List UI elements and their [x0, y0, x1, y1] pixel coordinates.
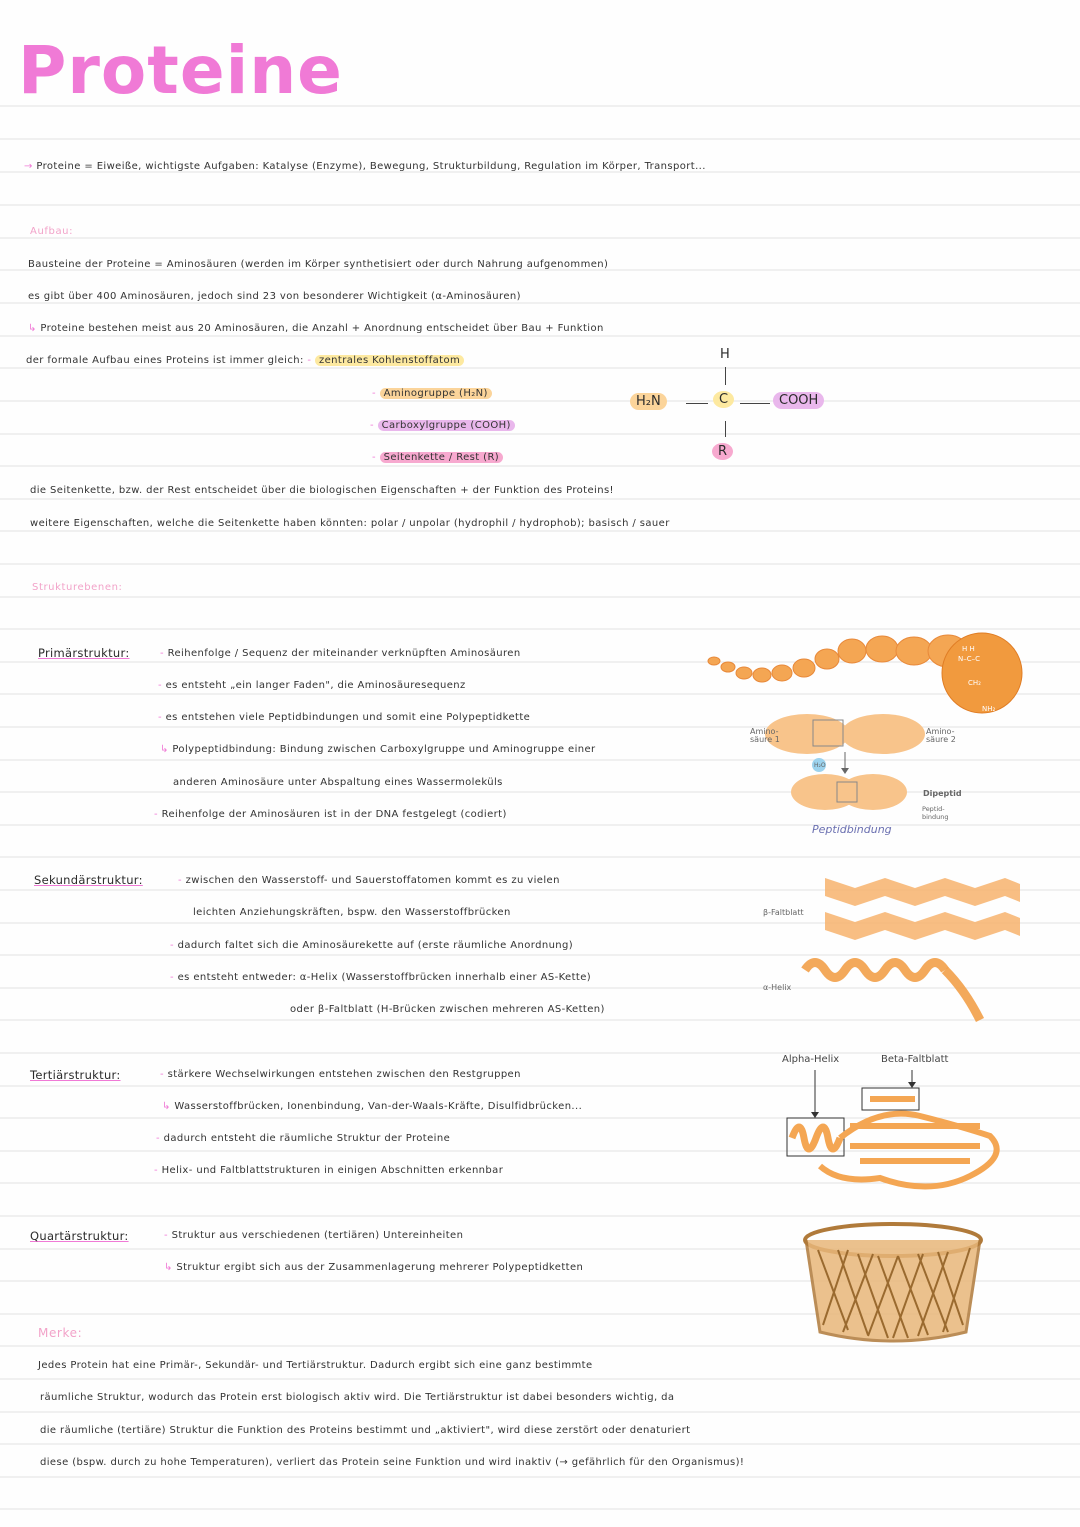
primaer-line-5: anderen Aminosäure unter Abspaltung eines Wassermoleküls: [173, 777, 503, 788]
formula-h: H: [720, 347, 730, 362]
secondary-structure-figure: [795, 870, 1025, 1025]
tertiaer-heading: Tertiärstruktur:: [30, 1068, 121, 1082]
primaer-line-3-row: - es entstehen viele Peptidbindungen und somit eine Polypeptidkette: [158, 712, 531, 723]
formula-carbon: C: [713, 391, 734, 408]
merke-line-4: diese (bspw. durch zu hohe Temperaturen), verliert das Protein seine Funktion und wird inaktiv (→ gefährlich für den Organismus)!: [40, 1457, 745, 1468]
beta-sheet-figure-label: Beta-Faltblatt: [881, 1054, 949, 1065]
part-rest-row: - Seitenkette / Rest (R): [372, 452, 503, 463]
svg-text:CH₂: CH₂: [968, 679, 981, 687]
sekundaer-line-3: dadurch faltet sich die Aminosäurekette auf (erste räumliche Anordnung): [177, 940, 574, 951]
quartaer-line-1: Struktur aus verschiedenen (tertiären) Untereinheiten: [171, 1230, 464, 1241]
merke-line-1: Jedes Protein hat eine Primär-, Sekundär- und Tertiärstruktur. Dadurch ergibt sich eine ganz bestimmte: [38, 1360, 593, 1371]
quartaer-line-2: Struktur ergibt sich aus der Zusammenlagerung mehrerer Polypeptidketten: [176, 1262, 584, 1273]
tertiaer-line-1-row: - stärkere Wechselwirkungen entstehen zwischen den Restgruppen: [160, 1069, 521, 1080]
quartaer-line-1-row: - Struktur aus verschiedenen (tertiären) Untereinheiten: [164, 1230, 464, 1241]
tertiaer-line-1: stärkere Wechselwirkungen entstehen zwischen den Restgruppen: [167, 1069, 521, 1080]
primaer-line-6: Reihenfolge der Aminosäuren ist in der DNA festgelegt (codiert): [161, 809, 507, 820]
aufbau-line-5: die Seitenkette, bzw. der Rest entscheidet über die biologischen Eigenschaften + der Funktion des Proteins!: [30, 485, 614, 496]
svg-text:N–C–C: N–C–C: [958, 655, 981, 663]
primaer-line-4-row: ↳ Polypeptidbindung: Bindung zwischen Carboxylgruppe und Aminogruppe einer: [160, 744, 596, 755]
formula-carboxyl: COOH: [773, 392, 824, 409]
part-amino-row: - Aminogruppe (H₂N): [372, 388, 492, 399]
tertiaer-line-4: Helix- und Faltblattstrukturen in einigen Abschnitten erkennbar: [161, 1165, 504, 1176]
amino-acid-2-label: Amino-säure 2: [926, 727, 956, 744]
sekundaer-line-1-row: - zwischen den Wasserstoff- und Sauerstoffatomen kommt es zu vielen: [178, 875, 560, 886]
formula-amine: H₂N: [630, 393, 667, 410]
alpha-helix-label: α-Helix: [763, 983, 792, 992]
aufbau-line-3: Proteine bestehen meist aus 20 Aminosäuren, die Anzahl + Anordnung entscheidet über Bau + Funktion: [40, 323, 604, 334]
arrow-hook-icon: ↳: [28, 323, 41, 334]
tertiaer-line-2: Wasserstoffbrücken, Ionenbindung, Van-der-Waals-Kräfte, Disulfidbrücken...: [174, 1101, 583, 1112]
alpha-helix-figure-label: Alpha-Helix: [782, 1054, 840, 1065]
part-carboxyl-group: Carboxylgruppe (COOH): [378, 420, 515, 431]
merke-line-3: die räumliche (tertiäre) Struktur die Funktion des Proteins bestimmt und „aktiviert", wird diese zerstört oder denaturiert: [40, 1425, 691, 1436]
sekundaer-line-4-row: - es entsteht entweder: α-Helix (Wasserstoffbrücken innerhalb einer AS-Kette): [170, 972, 592, 983]
tertiary-structure-figure: [780, 1066, 1010, 1196]
tertiaer-line-2-row: ↳ Wasserstoffbrücken, Ionenbindung, Van-der-Waals-Kräfte, Disulfidbrücken...: [162, 1101, 583, 1112]
formula-r: R: [712, 443, 733, 460]
primaer-line-2: es entsteht „ein langer Faden", die Aminosäuresequenz: [165, 680, 466, 691]
aufbau-line-4-row: der formale Aufbau eines Proteins ist immer gleich: - zentrales Kohlenstoffatom: [26, 355, 464, 366]
part-amino-group: Aminogruppe (H₂N): [380, 388, 492, 399]
aufbau-line-6: weitere Eigenschaften, welche die Seitenkette haben könnten: polar / unpolar (hydrophil / hydrophob); basisch / sauer: [30, 518, 670, 529]
intro-line: [24, 161, 706, 172]
aufbau-line-3-row: [28, 323, 604, 334]
sekundaer-line-3-row: - dadurch faltet sich die Aminosäurekette auf (erste räumliche Anordnung): [170, 940, 574, 951]
peptide-bond-small-label: Peptid-bindung: [922, 805, 949, 821]
peptide-bond-caption: Peptidbindung: [812, 823, 892, 836]
amino-acid-formula: [620, 345, 840, 465]
part-side-chain: Seitenkette / Rest (R): [380, 452, 504, 463]
svg-text:NH₂: NH₂: [982, 705, 996, 713]
tertiaer-line-3-row: - dadurch entsteht die räumliche Struktur der Proteine: [156, 1133, 451, 1144]
primaer-line-3: es entstehen viele Peptidbindungen und somit eine Polypeptidkette: [165, 712, 531, 723]
sekundaer-line-2: leichten Anziehungskräften, bspw. den Wasserstoffbrücken: [193, 907, 511, 918]
aufbau-line-1: Bausteine der Proteine = Aminosäuren (werden im Körper synthetisiert oder durch Nahrung aufgenommen): [28, 259, 609, 270]
primaer-line-1: Reihenfolge / Sequenz der miteinander verknüpften Aminosäuren: [167, 648, 521, 659]
aufbau-heading: Aufbau:: [30, 226, 74, 237]
amino-acid-1-label: Amino-säure 1: [750, 727, 780, 744]
sekundaer-line-1: zwischen den Wasserstoff- und Sauerstoffatomen kommt es zu vielen: [185, 875, 560, 886]
sekundaer-line-4: es entsteht entweder: α-Helix (Wasserstoffbrücken innerhalb einer AS-Kette): [177, 972, 592, 983]
quaternary-structure-figure: [798, 1220, 988, 1348]
tertiaer-line-4-row: - Helix- und Faltblattstrukturen in einigen Abschnitten erkennbar: [154, 1165, 504, 1176]
quartaer-heading: Quartärstruktur:: [30, 1229, 129, 1243]
svg-text:H H: H H: [962, 645, 975, 653]
part-central-carbon: zentrales Kohlenstoffatom: [315, 355, 464, 366]
aufbau-line-2: es gibt über 400 Aminosäuren, jedoch sind 23 von besonderer Wichtigkeit (α-Aminosäuren): [28, 291, 521, 302]
sekundaer-line-5: oder β-Faltblatt (H-Brücken zwischen mehreren AS-Ketten): [290, 1004, 605, 1015]
intro-text: Proteine = Eiweiße, wichtigste Aufgaben: Katalyse (Enzyme), Bewegung, Strukturbildung, Regulation im Körper, Transport...: [36, 161, 706, 172]
beta-sheet-label: β-Faltblatt: [763, 908, 804, 917]
quartaer-line-2-row: ↳ Struktur ergibt sich aus der Zusammenlagerung mehrerer Polypeptidketten: [164, 1262, 584, 1273]
arrow-right-icon: →: [24, 161, 37, 172]
merke-line-2: räumliche Struktur, wodurch das Protein erst biologisch aktiv wird. Die Tertiärstruktur ist dabei besonders wichtig, da: [40, 1392, 675, 1403]
merke-heading: Merke:: [38, 1326, 83, 1340]
dipeptide-label: Dipeptid: [923, 789, 962, 798]
sekundaer-heading: Sekundärstruktur:: [34, 873, 143, 887]
aufbau-line-4: der formale Aufbau eines Proteins ist immer gleich:: [26, 355, 304, 366]
primaer-heading: Primärstruktur:: [38, 646, 130, 660]
primaer-line-2-row: - es entsteht „ein langer Faden", die Aminosäuresequenz: [158, 680, 466, 691]
h2o-label: H₂O: [814, 762, 826, 769]
strukturebenen-heading: Strukturebenen:: [32, 582, 123, 593]
part-carboxyl-row: - Carboxylgruppe (COOH): [370, 420, 515, 431]
primaer-line-4: Polypeptidbindung: Bindung zwischen Carboxylgruppe und Aminogruppe einer: [172, 744, 596, 755]
tertiaer-line-3: dadurch entsteht die räumliche Struktur der Proteine: [163, 1133, 451, 1144]
polypeptide-chain-figure: [700, 625, 1030, 720]
primaer-line-6-row: - Reihenfolge der Aminosäuren ist in der DNA festgelegt (codiert): [154, 809, 507, 820]
primaer-line-1-row: - Reihenfolge / Sequenz der miteinander verknüpften Aminosäuren: [160, 648, 521, 659]
page-title: Proteine: [18, 32, 343, 109]
